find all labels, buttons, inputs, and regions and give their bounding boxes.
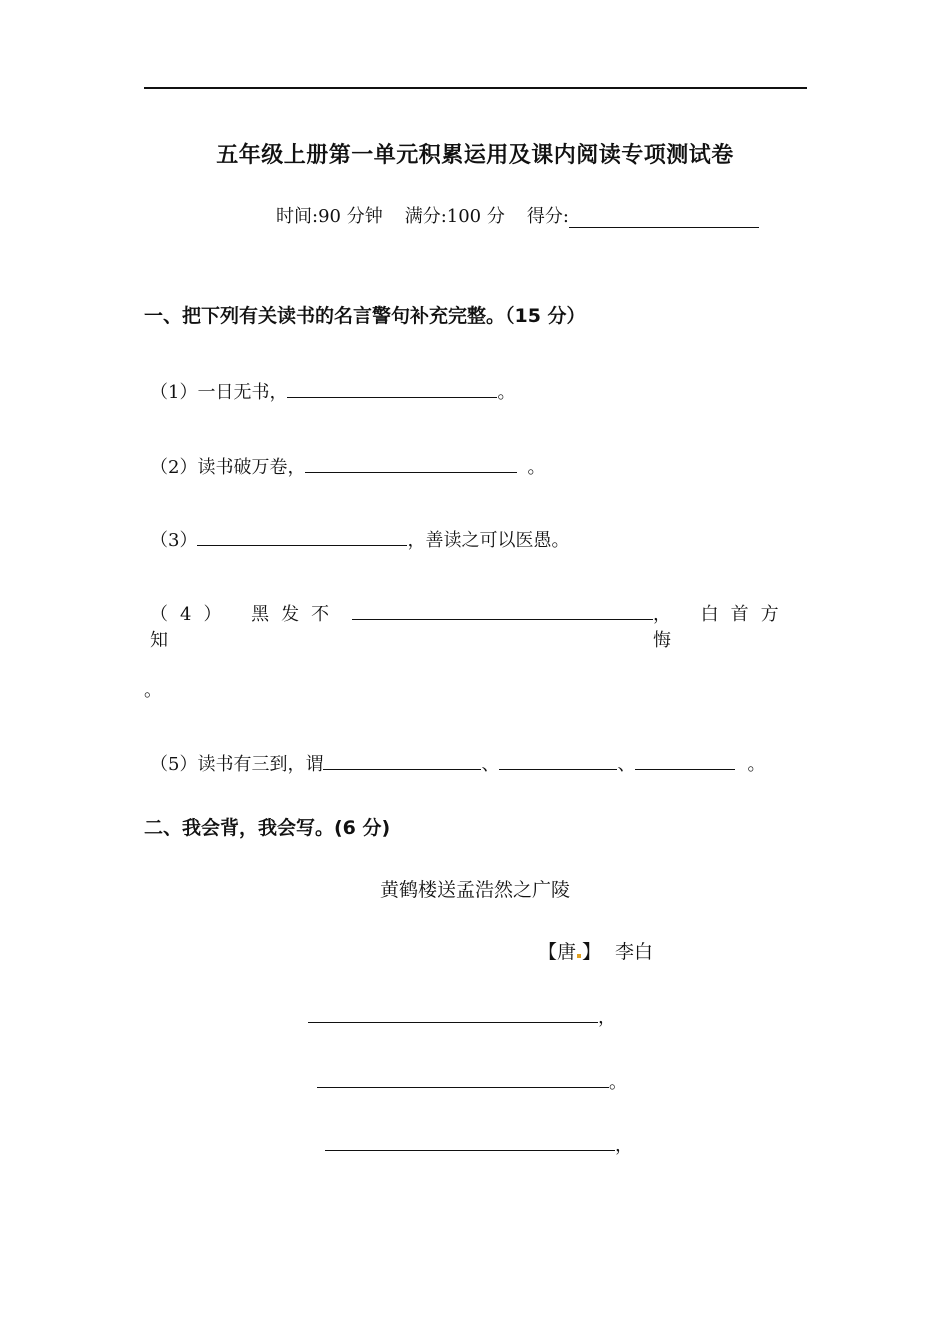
q4-prefix: （4） 黑发不知 <box>150 604 342 651</box>
score-blank[interactable] <box>569 207 759 228</box>
poem-line-1-blank[interactable] <box>308 1004 598 1023</box>
q4-blank[interactable] <box>352 601 653 620</box>
dynasty-open: 【唐 <box>538 941 577 963</box>
q2-blank[interactable] <box>305 454 517 473</box>
poem-line-2-punct: 。 <box>609 1072 627 1093</box>
q3-suffix: ，善读之可以医愚。 <box>407 530 570 551</box>
q5-suffix: 。 <box>747 754 766 775</box>
q5-blank-3[interactable] <box>635 751 735 770</box>
q5-sep-2: 、 <box>617 754 636 775</box>
q5-sep-1: 、 <box>481 754 500 775</box>
poem-author <box>538 937 653 964</box>
q4-tail: 。 <box>144 680 162 701</box>
time-limit: 时间:90 分钟 <box>276 206 383 227</box>
full-marks: 满分:100 分 <box>404 206 505 227</box>
poem-line-3-blank[interactable] <box>325 1132 615 1151</box>
q4-suffix: ， 白首方悔 <box>652 604 791 651</box>
question-4 <box>150 600 806 652</box>
page-title: 五年级上册第一单元积累运用及课内阅读专项测试卷 <box>216 143 734 168</box>
q2-prefix: （2）读书破万卷， <box>150 457 306 478</box>
question-2 <box>150 453 545 479</box>
q5-blank-1[interactable] <box>323 751 481 770</box>
poem-line-2-blank[interactable] <box>317 1069 609 1088</box>
q1-blank[interactable] <box>287 379 497 398</box>
q3-blank[interactable] <box>197 527 407 546</box>
poem-line-3 <box>325 1131 633 1157</box>
q1-prefix: （1）一日无书， <box>150 382 288 403</box>
q3-prefix: （3） <box>150 530 198 551</box>
question-3 <box>150 526 569 552</box>
q2-suffix: 。 <box>527 457 546 478</box>
score-label: 得分: <box>526 206 569 227</box>
poem-title: 黄鹤楼送孟浩然之广陵 <box>379 879 570 901</box>
header-rule <box>144 87 807 89</box>
q1-suffix: 。 <box>497 382 516 403</box>
poem-line-2 <box>317 1068 627 1094</box>
poem-line-3-punct: ， <box>615 1135 633 1156</box>
question-5 <box>150 750 765 776</box>
highlight-dot <box>577 954 581 958</box>
section-1-heading: 一、把下列有关读书的名言警句补充完整。（15 分） <box>144 305 586 327</box>
author-name: 李白 <box>615 941 654 963</box>
section-2-heading: 二、我会背，我会写。(6 分) <box>144 817 391 839</box>
dynasty-close: 】 <box>582 941 602 963</box>
exam-meta <box>276 202 759 228</box>
poem-line-1-punct: ， <box>598 1007 616 1028</box>
q5-blank-2[interactable] <box>499 751 617 770</box>
q5-prefix: （5）读书有三到，谓 <box>150 754 324 775</box>
poem-line-1 <box>308 1003 616 1029</box>
question-1 <box>150 378 515 404</box>
